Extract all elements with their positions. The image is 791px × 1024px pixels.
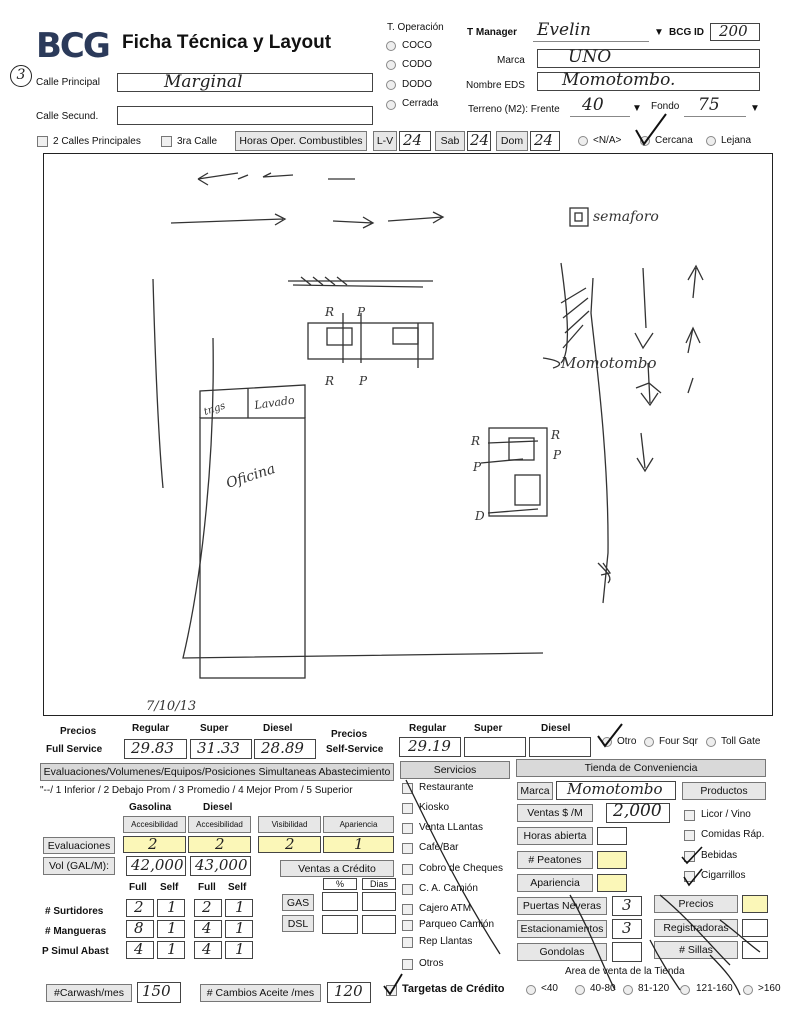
- t-operacion-label: T. Operación: [387, 22, 444, 33]
- otro-checkmark-icon: [596, 722, 624, 748]
- evaluaciones-button[interactable]: Evaluaciones: [43, 837, 115, 854]
- full-diesel-field[interactable]: 28.89: [254, 739, 316, 759]
- logo: BCG: [36, 26, 109, 66]
- p-label-2: P: [359, 374, 368, 388]
- pct-header: %: [323, 878, 357, 890]
- terreno-label: Terreno (M2): Frente: [468, 104, 560, 115]
- calle-secund-label: Calle Secund.: [36, 111, 99, 122]
- r-label-1: R: [325, 305, 335, 319]
- sab-label: Sab: [435, 131, 465, 151]
- t-manager-dropdown-icon[interactable]: ▼: [654, 27, 664, 38]
- tarjetas-credito-label: Targetas de Crédito: [402, 983, 505, 995]
- radio-coco[interactable]: [386, 41, 396, 51]
- tarjetas-checkmark-icon: [382, 972, 404, 996]
- accesibilidad-gas-header: Accesibilidad: [123, 816, 186, 833]
- mangueras-self-dsl[interactable]: 1: [225, 920, 253, 938]
- radio-dodo[interactable]: [386, 80, 396, 90]
- area-81-120-label: 81-120: [638, 983, 670, 994]
- visibilidad-header: Visibilidad: [258, 816, 321, 833]
- evaluaciones-header: Evaluaciones/Volumenes/Equipos/Posiciones Simultaneas Abastecimiento: [40, 763, 394, 781]
- rep-llantas-label: Rep Llantas: [419, 936, 473, 947]
- vol-diesel-field[interactable]: 43,000: [190, 856, 251, 876]
- surtidores-label: # Surtidores: [45, 906, 104, 917]
- precios-full-label: Precios: [60, 726, 97, 737]
- calle-principal-field[interactable]: Marginal: [117, 73, 373, 92]
- radio-lejana[interactable]: [706, 136, 716, 146]
- full-dsl-label: Full: [198, 882, 216, 893]
- area-121-160-label: 121-160: [696, 983, 733, 994]
- comidas-rap-checkbox[interactable]: [684, 830, 695, 841]
- psimul-self-dsl[interactable]: 1: [225, 941, 253, 959]
- sillas-label: # Sillas: [654, 941, 738, 959]
- eval-accesibilidad-gas[interactable]: 2: [123, 836, 186, 853]
- cobro-cheques-label: Cobro de Cheques: [419, 863, 503, 874]
- r-label-3: R: [471, 434, 481, 448]
- mangueras-full-dsl[interactable]: 4: [194, 920, 222, 938]
- ventas-credito-header: Ventas a Crédito: [280, 860, 394, 877]
- tienda-marca-label: Marca: [517, 782, 553, 800]
- productos-button[interactable]: Productos: [682, 782, 766, 800]
- r-label-2: R: [325, 374, 335, 388]
- diesel-eval-label: Diesel: [203, 802, 233, 813]
- horas-abierta-field[interactable]: [597, 827, 627, 845]
- area-gt160-label: >160: [758, 983, 781, 994]
- radio-cerrada[interactable]: [386, 100, 396, 110]
- lv-label: L-V: [373, 131, 397, 151]
- ventas-label: Ventas $ /M: [517, 804, 593, 822]
- cerrada-label: Cerrada: [402, 98, 439, 109]
- eval-apariencia[interactable]: 1: [323, 836, 394, 853]
- registradoras-label: Registradoras: [654, 919, 738, 937]
- tercera-calle-label: 3ra Calle: [177, 136, 218, 147]
- sketch-date: 7/10/13: [146, 699, 197, 714]
- puertas-neveras-field[interactable]: 3: [612, 896, 642, 916]
- t-manager-field[interactable]: Evelin: [533, 22, 649, 42]
- ca-camion-label: C. A. Camión: [419, 883, 478, 894]
- servicios-header: Servicios: [400, 761, 510, 779]
- na-label: <N/A>: [593, 135, 622, 146]
- coco-label: COCO: [402, 40, 432, 51]
- full-super-field[interactable]: 31.33: [190, 739, 252, 759]
- apariencia-tienda-label: Apariencia: [517, 874, 593, 892]
- radio-toll-gate[interactable]: [706, 737, 716, 747]
- lv-field[interactable]: 24: [399, 131, 431, 151]
- servicios-strike-line: [404, 778, 504, 958]
- estacionamientos-label: Estacionamientos: [517, 920, 607, 938]
- carwash-label: #Carwash/mes: [46, 984, 132, 1002]
- full-regular-field[interactable]: 29.83: [124, 739, 187, 759]
- codo-label: CODO: [402, 59, 432, 70]
- evaluaciones-scale: "--/ 1 Inferior / 2 Debajo Prom / 3 Promedio / 4 Mejor Prom / 5 Superior: [40, 785, 353, 796]
- self-diesel-field[interactable]: [529, 737, 591, 757]
- surtidores-self-dsl[interactable]: 1: [225, 899, 253, 917]
- gas-dias-field[interactable]: [362, 892, 396, 911]
- otro-label: Otro: [617, 736, 637, 747]
- regular-label-self: Regular: [409, 723, 447, 734]
- peatones-field[interactable]: [597, 851, 627, 869]
- gondolas-label: Gondolas: [517, 943, 607, 961]
- bebidas-label: Bebidas: [701, 850, 738, 861]
- lejana-label: Lejana: [721, 135, 752, 146]
- self-gas-label: Self: [160, 882, 179, 893]
- bebidas-checkmark-icon: [680, 843, 706, 887]
- cambios-aceite-label: # Cambios Aceite /mes: [200, 984, 321, 1002]
- area-venta-label: Area de venta de la Tienda: [565, 966, 685, 977]
- layout-sketch: [43, 153, 773, 716]
- semaforo-label: semaforo: [593, 209, 659, 225]
- fondo-label: Fondo: [651, 101, 680, 112]
- radio-area-lt40[interactable]: [526, 985, 536, 995]
- calle-principal-label: Calle Principal: [36, 77, 100, 88]
- tercera-calle-checkbox[interactable]: [161, 136, 172, 147]
- accesibilidad-dsl-header: Accesibilidad: [188, 816, 251, 833]
- surtidores-full-dsl[interactable]: 2: [194, 899, 222, 917]
- super-label-full: Super: [200, 723, 229, 734]
- surtidores-self-gas[interactable]: 1: [157, 899, 185, 917]
- otros-checkbox[interactable]: [402, 959, 413, 970]
- oficina-label: Oficina: [224, 460, 278, 492]
- nombre-eds-field[interactable]: Momotombo.: [537, 72, 760, 91]
- mangueras-self-gas[interactable]: 1: [157, 920, 185, 938]
- kiosko-label: Kiosko: [419, 802, 450, 813]
- psimul-label: P Simul Abast: [42, 946, 109, 957]
- gas-pct-field[interactable]: [322, 892, 358, 911]
- tienda-marca-field[interactable]: Momotombo: [556, 781, 676, 800]
- comidas-rap-label: Comidas Ráp.: [701, 829, 765, 840]
- peatones-label: # Peatones: [517, 851, 593, 869]
- psimul-full-dsl[interactable]: 4: [194, 941, 222, 959]
- mangueras-full-gas[interactable]: 8: [126, 920, 154, 938]
- circled-number: 3: [10, 65, 32, 87]
- r-label-4: R: [551, 428, 561, 442]
- diesel-label-full: Diesel: [263, 723, 293, 734]
- fondo-dropdown-icon[interactable]: ▼: [750, 103, 760, 114]
- tienda-header: Tienda de Conveniencia: [516, 759, 766, 777]
- eval-visibilidad[interactable]: 2: [258, 836, 321, 853]
- dias-header: Dias: [362, 878, 396, 890]
- dom-label: Dom: [496, 131, 528, 151]
- horas-abierta-label: Horas abierta: [517, 827, 593, 845]
- frente-dropdown-icon[interactable]: ▼: [632, 103, 642, 114]
- gasolina-label: Gasolina: [129, 802, 172, 813]
- p-label-3: P: [473, 460, 482, 474]
- dodo-label: DODO: [402, 79, 432, 90]
- form-title: Ficha Técnica y Layout: [122, 32, 332, 53]
- mangueras-label: # Mangueras: [45, 926, 107, 937]
- carwash-field[interactable]: 150: [137, 982, 181, 1003]
- toll-gate-label: Toll Gate: [721, 736, 761, 747]
- cambios-aceite-field[interactable]: 120: [327, 982, 371, 1003]
- cigarrillos-label: Cigarrillos: [701, 870, 746, 881]
- radio-four-sqr[interactable]: [644, 737, 654, 747]
- terreno-frente-field[interactable]: 40: [570, 97, 630, 117]
- p-label-1: P: [357, 305, 366, 319]
- dsl-dias-field[interactable]: [362, 915, 396, 934]
- otros-label: Otros: [419, 958, 444, 969]
- self-service-label: Self-Service: [326, 744, 384, 755]
- lavado-label: Lavado: [253, 393, 296, 412]
- precios-self-label: Precios: [331, 729, 368, 740]
- licor-vino-label: Licor / Vino: [701, 809, 751, 820]
- super-label-self: Super: [474, 723, 503, 734]
- marca-label: Marca: [497, 55, 525, 66]
- dsl-label: DSL: [282, 915, 314, 932]
- self-super-field[interactable]: [464, 737, 526, 757]
- dom-field[interactable]: 24: [530, 131, 560, 151]
- diesel-label-self: Diesel: [541, 723, 571, 734]
- sab-field[interactable]: 24: [467, 131, 491, 151]
- full-gas-label: Full: [129, 882, 147, 893]
- cajero-atm-label: Cajero ATM: [419, 903, 472, 914]
- horas-oper-button[interactable]: Horas Oper. Combustibles: [235, 131, 367, 151]
- precios-tienda-label: Precios: [654, 895, 738, 913]
- nombre-eds-label: Nombre EDS: [466, 80, 525, 91]
- self-dsl-label: Self: [228, 882, 247, 893]
- cercana-label: Cercana: [655, 135, 693, 146]
- licor-vino-checkbox[interactable]: [684, 810, 695, 821]
- t-manager-label: T Manager: [467, 27, 518, 38]
- surtidores-full-gas[interactable]: 2: [126, 899, 154, 917]
- vol-gasolina-field[interactable]: 42,000: [126, 856, 186, 876]
- restaurante-label: Restaurante: [419, 782, 474, 793]
- full-service-label: Full Service: [46, 744, 103, 755]
- momotombo-label: Momotombo: [561, 354, 657, 372]
- d-label: D: [475, 509, 485, 523]
- dos-calles-checkbox[interactable]: [37, 136, 48, 147]
- bcg-id-field[interactable]: 200: [710, 23, 760, 41]
- area-lt40-label: <40: [541, 983, 558, 994]
- venta-llantas-label: Venta LLantas: [419, 822, 483, 833]
- fondo-field[interactable]: 75: [684, 97, 746, 117]
- bcg-id-label: BCG ID: [669, 27, 704, 38]
- cafe-bar-label: Cafe/Bar: [419, 842, 459, 853]
- self-regular-field[interactable]: 29.19: [399, 737, 461, 757]
- radio-codo[interactable]: [386, 60, 396, 70]
- tienda-strike-lines: [560, 890, 790, 1000]
- psimul-full-gas[interactable]: 4: [126, 941, 154, 959]
- gas-label: GAS: [282, 894, 314, 911]
- tngs-label: tngs: [202, 400, 227, 418]
- calle-secund-field[interactable]: [117, 106, 373, 125]
- psimul-self-gas[interactable]: 1: [157, 941, 185, 959]
- area-40-80-label: 40-80: [590, 983, 616, 994]
- regular-label-full: Regular: [132, 723, 170, 734]
- parqueo-camion-label: Parqueo Camión: [419, 919, 495, 930]
- marca-field[interactable]: UNO: [537, 49, 760, 68]
- ventas-field[interactable]: 2,000: [606, 803, 670, 823]
- dsl-pct-field[interactable]: [322, 915, 358, 934]
- eval-accesibilidad-dsl[interactable]: 2: [188, 836, 251, 853]
- four-sqr-label: Four Sqr: [659, 736, 698, 747]
- p-label-4: P: [553, 448, 562, 462]
- dos-calles-label: 2 Calles Principales: [53, 136, 141, 147]
- puertas-neveras-label: Puertas Neveras: [517, 897, 607, 915]
- apariencia-header: Apariencia: [323, 816, 394, 833]
- cercana-checkmark-icon: [634, 112, 668, 148]
- estacionamientos-field[interactable]: 3: [612, 919, 642, 939]
- vol-label: Vol (GAL/M):: [43, 857, 115, 875]
- radio-na[interactable]: [578, 136, 588, 146]
